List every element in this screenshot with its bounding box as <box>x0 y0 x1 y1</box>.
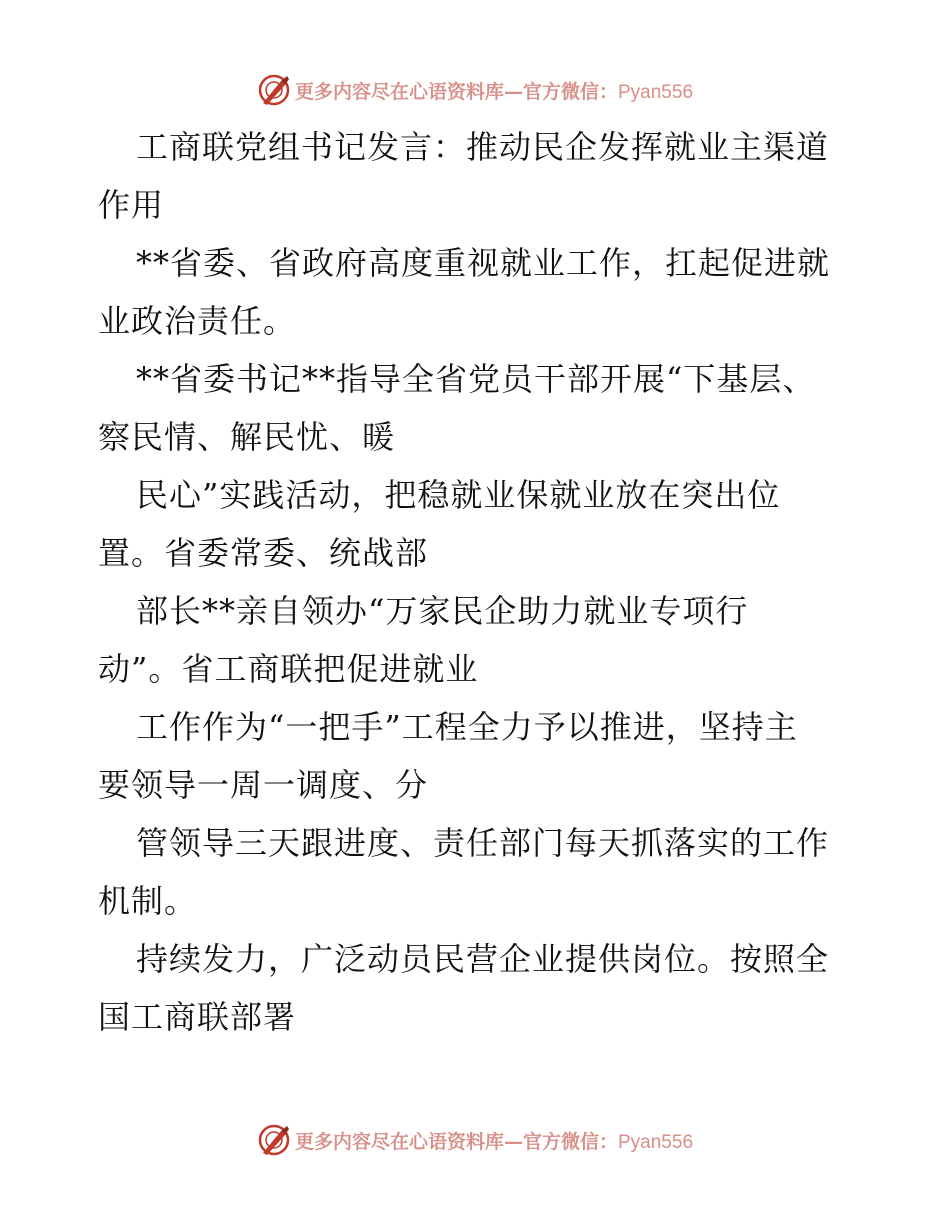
paragraph-line: 民心”实践活动，把稳就业保就业放在突出位 <box>136 476 781 514</box>
paragraph-line: 持续发力，广泛动员民营企业提供岗位。按照全 <box>136 940 830 978</box>
document-body <box>98 118 858 1046</box>
banner-text <box>295 77 693 104</box>
header-banner <box>0 70 950 110</box>
footer-banner <box>0 1120 950 1160</box>
paragraph-line: 察民情、解民忧、暖 <box>98 418 396 456</box>
paragraph-line: 工商联党组书记发言：推动民企发挥就业主渠道 <box>136 128 830 166</box>
banner-text <box>295 1127 693 1154</box>
wechat-id: Pyan556 <box>618 1131 694 1153</box>
paragraph-line: 作用 <box>98 186 165 224</box>
paragraph-line: 要领导一周一调度、分 <box>98 766 429 804</box>
paragraph-line: 工作作为“一把手”工程全力予以推进，坚持主 <box>136 708 798 746</box>
paragraph-line: 管领导三天跟进度、责任部门每天抓落实的工作 <box>136 824 830 862</box>
banner-label: 更多内容尽在心语资料库—官方微信： <box>294 1130 618 1153</box>
pen-logo-icon <box>257 1123 291 1157</box>
paragraph-line: 动”。省工商联把促进就业 <box>98 650 479 688</box>
paragraph-line: **省委书记**指导全省党员干部开展“下基层、 <box>136 360 816 398</box>
paragraph-line: 部长**亲自领办“万家民企助力就业专项行 <box>136 592 749 630</box>
banner-label: 更多内容尽在心语资料库—官方微信： <box>294 80 618 103</box>
paragraph-line: 业政治责任。 <box>98 302 297 340</box>
paragraph-line: 国工商联部署 <box>98 998 297 1036</box>
paragraph-line: **省委、省政府高度重视就业工作，扛起促进就 <box>136 244 831 282</box>
paragraph-line: 置。省委常委、统战部 <box>98 534 429 572</box>
pen-logo-icon <box>257 73 291 107</box>
wechat-id: Pyan556 <box>618 81 694 103</box>
paragraph-line: 机制。 <box>98 882 198 920</box>
